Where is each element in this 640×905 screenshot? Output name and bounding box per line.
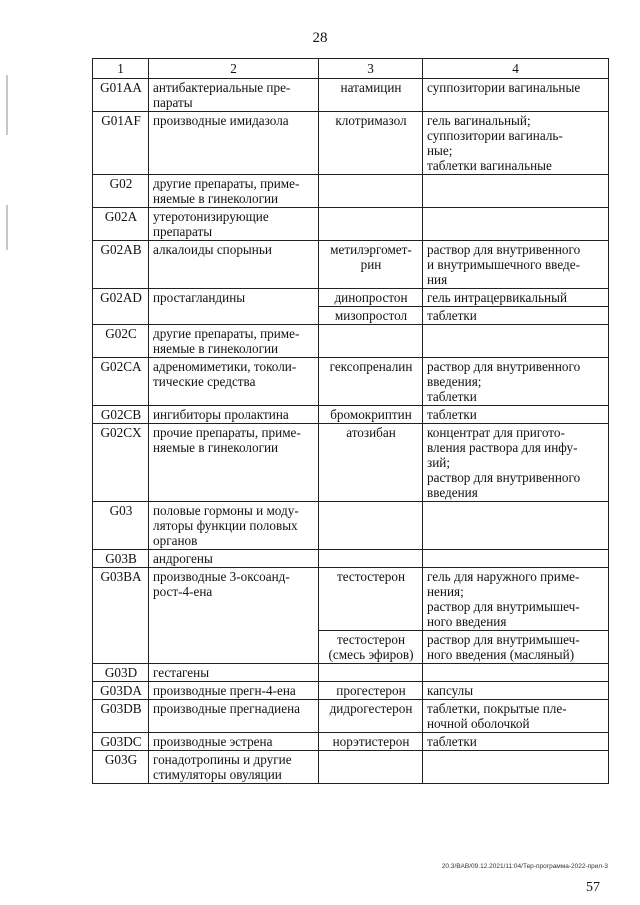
atc-code-cell: G03DB (93, 700, 149, 733)
group-name-line: андрогены (153, 551, 213, 566)
dosage-form-cell (423, 502, 609, 550)
drug-name-line: бромокриптин (330, 407, 412, 422)
drug-name-line: (смесь эфиров) (328, 647, 414, 662)
table-row (93, 208, 609, 241)
table-row (93, 175, 609, 208)
group-name-line: гонадотропины и другие (153, 752, 292, 767)
dosage-form-line: вления раствора для инфу- (427, 440, 578, 455)
group-name-line: производные прегнадиена (153, 701, 300, 716)
table-row (93, 733, 609, 751)
group-name-line: параты (153, 95, 193, 110)
dosage-form-line: и внутримышечного введе- (427, 257, 580, 272)
dosage-form-line: ного введения (427, 614, 507, 629)
group-name-line: гестагены (153, 665, 210, 680)
table-row (93, 289, 609, 307)
group-name-line: производные эстрена (153, 734, 273, 749)
group-name-line: органов (153, 533, 198, 548)
drug-name-line: натамицин (340, 80, 402, 95)
group-name-cell (149, 682, 319, 700)
table-row (93, 751, 609, 784)
dosage-form-cell (423, 79, 609, 112)
table-row (93, 502, 609, 550)
drug-name-cell (319, 241, 423, 289)
dosage-form-cell (423, 241, 609, 289)
group-name-line: няемые в гинекологии (153, 341, 279, 356)
dosage-form-line: ния (427, 272, 448, 287)
dosage-form-line: ные; (427, 143, 453, 158)
dosage-form-line: таблетки (427, 389, 477, 404)
group-name-line: рост-4-ена (153, 584, 213, 599)
dosage-form-line: суппозитории вагинальные (427, 80, 581, 95)
atc-code-cell: G03G (93, 751, 149, 784)
drug-name-cell (319, 208, 423, 241)
group-name-line: производные прегн-4-ена (153, 683, 296, 698)
group-name-line: стимуляторы овуляции (153, 767, 282, 782)
drug-name-cell (319, 733, 423, 751)
group-name-line: антибактериальные пре- (153, 80, 291, 95)
group-name-line: утеротонизирующие (153, 209, 269, 224)
group-name-cell (149, 358, 319, 406)
table-body (93, 79, 609, 784)
dosage-form-cell (423, 289, 609, 307)
group-name-cell (149, 289, 319, 325)
drug-name-cell (319, 502, 423, 550)
dosage-form-cell (423, 208, 609, 241)
dosage-form-line: ного введения (масляный) (427, 647, 575, 662)
group-name-line: простагландины (153, 290, 246, 305)
table-row (93, 424, 609, 502)
dosage-form-line: зий; (427, 455, 450, 470)
atc-code-cell: G03DA (93, 682, 149, 700)
drug-name-line: прогестерон (336, 683, 406, 698)
atc-code-cell: G02C (93, 325, 149, 358)
table-row (93, 325, 609, 358)
drug-name-line: гексопреналин (329, 359, 413, 374)
dosage-form-cell (423, 424, 609, 502)
group-name-line: тические средства (153, 374, 256, 389)
table-row (93, 682, 609, 700)
drug-name-cell (319, 358, 423, 406)
atc-code-cell: G02A (93, 208, 149, 241)
drug-name-cell (319, 631, 423, 664)
table-row (93, 241, 609, 289)
dosage-form-cell (423, 325, 609, 358)
dosage-form-cell (423, 751, 609, 784)
dosage-form-cell (423, 631, 609, 664)
group-name-cell (149, 406, 319, 424)
table-row (93, 358, 609, 406)
atc-code-cell: G03 (93, 502, 149, 550)
atc-code-cell: G02CX (93, 424, 149, 502)
group-name-line: препараты (153, 224, 213, 239)
dosage-form-line: ночной оболочкой (427, 716, 530, 731)
group-name-line: алкалоиды спорыньи (153, 242, 272, 257)
column-number-2: 2 (149, 59, 319, 79)
group-name-cell (149, 112, 319, 175)
group-name-cell (149, 208, 319, 241)
atc-code-cell: G03DC (93, 733, 149, 751)
dosage-form-cell (423, 550, 609, 568)
column-number-3: 3 (319, 59, 423, 79)
dosage-form-line: раствор для внутримышеч- (427, 599, 580, 614)
group-name-line: няемые в гинекологии (153, 191, 279, 206)
dosage-form-line: гель вагинальный; (427, 113, 531, 128)
drug-name-cell (319, 682, 423, 700)
drug-name-cell (319, 325, 423, 358)
group-name-line: няемые в гинекологии (153, 440, 279, 455)
group-name-cell (149, 241, 319, 289)
dosage-form-cell (423, 568, 609, 631)
column-number-4: 4 (423, 59, 609, 79)
group-name-cell (149, 424, 319, 502)
table-row (93, 664, 609, 682)
header-row (93, 59, 609, 79)
drug-name-line: атозибан (346, 425, 396, 440)
atc-code-cell: G02CB (93, 406, 149, 424)
atc-code-cell: G02AD (93, 289, 149, 325)
drug-name-line: норэтистерон (332, 734, 410, 749)
table-row (93, 406, 609, 424)
group-name-line: другие препараты, приме- (153, 326, 300, 341)
group-name-line: другие препараты, приме- (153, 176, 300, 191)
table-row (93, 79, 609, 112)
drug-name-line: тестостерон (336, 632, 406, 647)
dosage-form-line: таблетки (427, 407, 477, 422)
column-number-1: 1 (93, 59, 149, 79)
scan-edge-mark (6, 75, 8, 135)
dosage-form-line: раствор для внутривенного (427, 470, 581, 485)
drug-name-line: мизопростол (334, 308, 408, 323)
dosage-form-cell (423, 664, 609, 682)
atc-code-cell: G02 (93, 175, 149, 208)
group-name-cell (149, 325, 319, 358)
drug-name-line: динопростон (334, 290, 408, 305)
group-name-cell (149, 175, 319, 208)
dosage-form-line: концентрат для пригото- (427, 425, 565, 440)
dosage-form-line: капсулы (427, 683, 474, 698)
drug-name-cell (319, 289, 423, 307)
dosage-form-cell (423, 700, 609, 733)
group-name-cell (149, 568, 319, 664)
drug-classification-table (92, 58, 609, 784)
group-name-cell (149, 664, 319, 682)
drug-name-cell (319, 664, 423, 682)
group-name-line: адреномиметики, токоли- (153, 359, 297, 374)
group-name-cell (149, 700, 319, 733)
atc-code-cell: G01AA (93, 79, 149, 112)
dosage-form-line: таблетки (427, 734, 477, 749)
atc-code-cell: G02CA (93, 358, 149, 406)
table-row (93, 550, 609, 568)
drug-name-line: тестостерон (336, 569, 406, 584)
document-reference: 20.3/BAB/09.12.2021/11:04/Тер-программа-2022-прил-3 (441, 863, 608, 870)
drug-name-cell (319, 175, 423, 208)
scan-edge-mark (6, 205, 8, 250)
dosage-form-cell (423, 307, 609, 325)
group-name-line: половые гормоны и моду- (153, 503, 299, 518)
dosage-form-cell (423, 406, 609, 424)
group-name-line: производные имидазола (153, 113, 289, 128)
dosage-form-line: гель для наружного приме- (427, 569, 580, 584)
dosage-form-line: раствор для внутримышеч- (427, 632, 580, 647)
footer-page-number: 57 (586, 880, 600, 895)
dosage-form-cell (423, 175, 609, 208)
drug-name-cell (319, 307, 423, 325)
table-row (93, 700, 609, 733)
atc-code-cell: G02AB (93, 241, 149, 289)
drug-name-cell (319, 568, 423, 631)
atc-code-cell: G03BA (93, 568, 149, 664)
drug-name-line: рин (360, 257, 382, 272)
dosage-form-line: нения; (427, 584, 464, 599)
table-row (93, 568, 609, 631)
drug-name-line: клотримазол (335, 113, 407, 128)
group-name-cell (149, 502, 319, 550)
drug-name-cell (319, 424, 423, 502)
dosage-form-cell (423, 358, 609, 406)
drug-name-line: метилэргомет- (330, 242, 412, 257)
dosage-form-line: раствор для внутривенного (427, 242, 581, 257)
atc-code-cell: G03D (93, 664, 149, 682)
dosage-form-line: таблетки вагинальные (427, 158, 552, 173)
group-name-line: производные 3-оксоанд- (153, 569, 290, 584)
dosage-form-cell (423, 682, 609, 700)
atc-code-cell: G01AF (93, 112, 149, 175)
group-name-cell (149, 751, 319, 784)
group-name-line: ляторы функции половых (153, 518, 298, 533)
dosage-form-cell (423, 733, 609, 751)
dosage-form-line: суппозитории вагиналь- (427, 128, 563, 143)
dosage-form-line: гель интрацервикальный (427, 290, 568, 305)
table-row (93, 112, 609, 175)
group-name-cell (149, 550, 319, 568)
atc-code-cell: G03B (93, 550, 149, 568)
dosage-form-line: таблетки, покрытые пле- (427, 701, 567, 716)
drug-name-cell (319, 112, 423, 175)
dosage-form-cell (423, 112, 609, 175)
drug-name-cell (319, 79, 423, 112)
drug-name-cell (319, 550, 423, 568)
dosage-form-line: таблетки (427, 308, 477, 323)
dosage-form-line: раствор для внутривенного (427, 359, 581, 374)
group-name-line: прочие препараты, приме- (153, 425, 301, 440)
dosage-form-line: введения; (427, 374, 482, 389)
drug-name-line: дидрогестерон (329, 701, 413, 716)
group-name-line: ингибиторы пролактина (153, 407, 289, 422)
drug-name-cell (319, 751, 423, 784)
drug-name-cell (319, 700, 423, 733)
drug-name-cell (319, 406, 423, 424)
dosage-form-line: введения (427, 485, 478, 500)
group-name-cell (149, 733, 319, 751)
group-name-cell (149, 79, 319, 112)
page-number: 28 (312, 30, 328, 46)
